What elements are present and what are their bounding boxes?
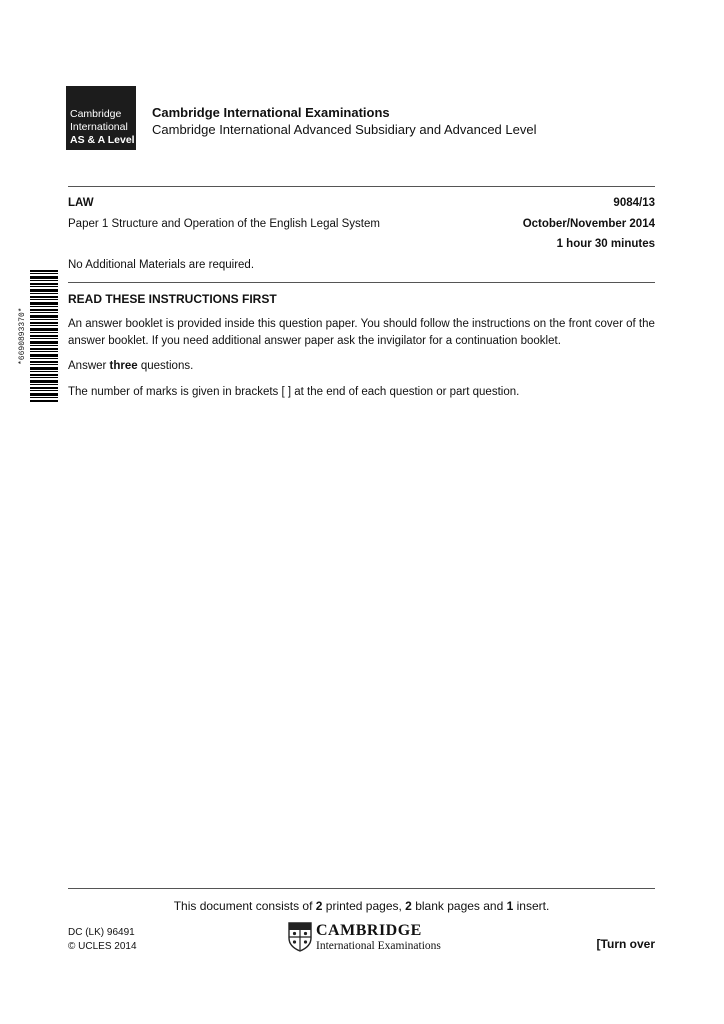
crest-subtitle: International Examinations [316,940,441,952]
cambridge-crest-logo [288,922,448,954]
logo-line-2: International [70,121,128,133]
para2-suffix: questions. [137,360,194,372]
exam-duration: 1 hour 30 minutes [556,238,655,250]
logo-line-1: Cambridge [70,108,122,120]
logo-line-3: AS & A Level [70,134,135,146]
blank-page-count: 2 [405,899,412,913]
copyright-notice: © UCLES 2014 [68,941,137,952]
shield-icon [288,922,312,952]
document-page-count [68,899,655,913]
barcode [30,270,58,402]
board-name: Cambridge International Examinations [152,105,390,120]
instructions-paragraph-1: An answer booklet is provided inside this question paper. You should follow the instructions on the front cover of the answer booklet. If you need additional answer paper ask the invigilator for a continuation booklet. [68,318,655,347]
divider-top [68,186,655,187]
divider-footer [68,888,655,889]
insert-count: 1 [506,899,514,913]
instructions-heading: READ THESE INSTRUCTIONS FIRST [68,292,277,306]
subject-name: LAW [68,197,94,209]
page-count-text: This document consists of [173,899,316,913]
page-count-text: blank pages and [411,899,507,913]
paper-title: Paper 1 Structure and Operation of the English Legal System [68,218,380,230]
instructions-paragraph-3: The number of marks is given in brackets [ ] at the end of each question or part question. [68,386,520,398]
exam-session: October/November 2014 [522,218,655,230]
crest-name: CAMBRIDGE [316,922,422,939]
para2-prefix: Answer [68,360,110,372]
instructions-paragraph-2 [68,358,658,375]
document-reference: DC (LK) 96491 [68,927,135,938]
turn-over-label: [Turn over [596,937,655,951]
barcode-digits: *6690893370* [18,307,27,365]
materials-note: No Additional Materials are required. [68,259,255,271]
page-count-text: insert. [513,899,550,913]
board-subtitle: Cambridge International Advanced Subsidiary and Advanced Level [152,122,537,137]
divider-instructions [68,282,655,283]
para2-emphasis: three [109,360,138,372]
page-count-text: printed pages, [322,899,406,913]
paper-code: 9084/13 [613,197,655,209]
cambridge-logo [66,86,136,150]
printed-page-count: 2 [315,899,323,913]
